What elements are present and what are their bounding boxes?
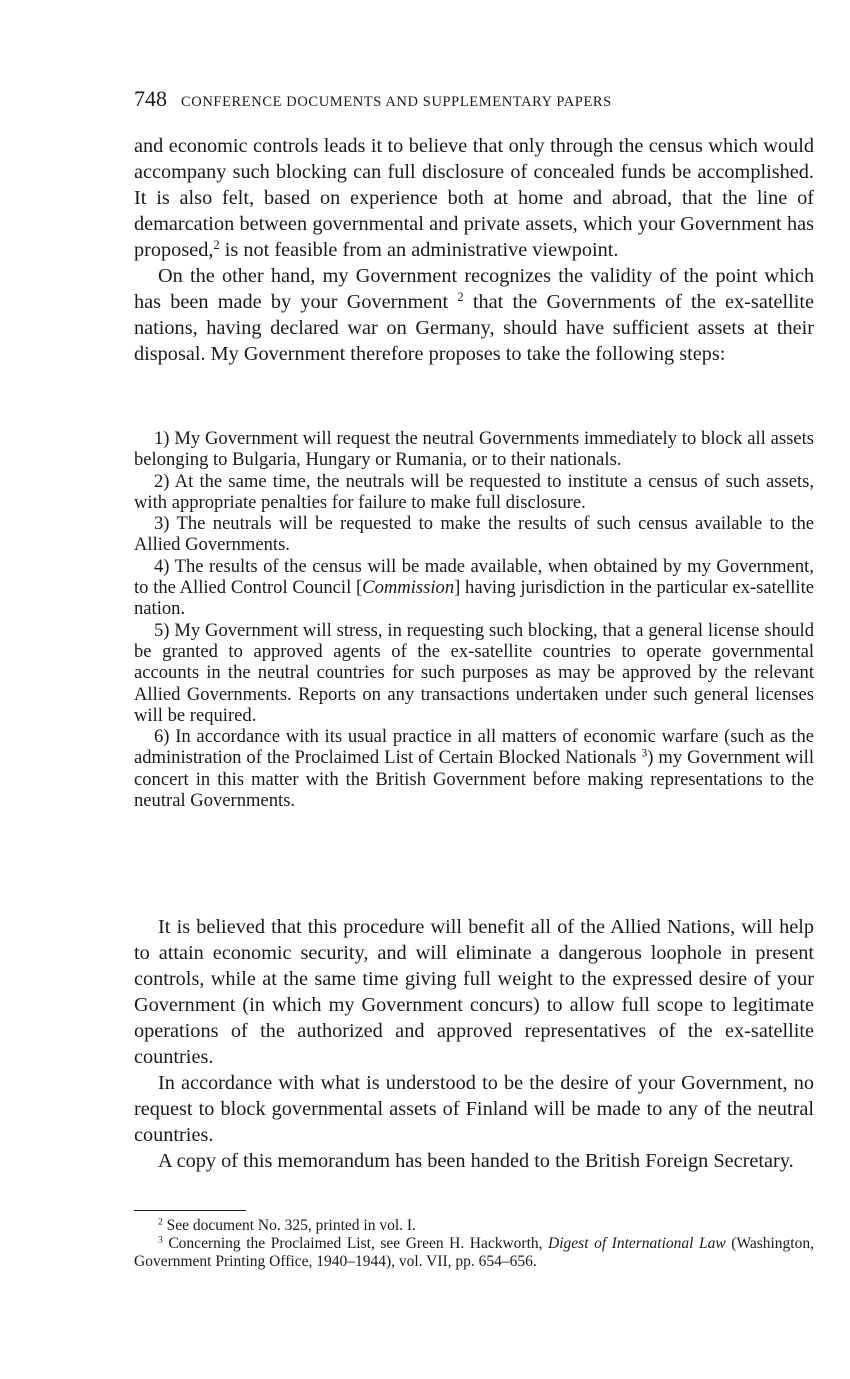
paragraph-4: In accordance with what is understood to be the desire of your Government, no request to block governmental assets of Finland will be made to any of the neutral countries. — [134, 1072, 814, 1146]
page-header — [134, 86, 814, 112]
footnote-2: $^2$ See document No. 325, printed in vol. I. — [158, 1216, 416, 1234]
footnotes — [134, 1217, 814, 1271]
paragraph-5: A copy of this memorandum has been handed to the British Foreign Secretary. — [158, 1150, 794, 1172]
footnote-ref: 2 — [213, 238, 220, 253]
paragraph-2: On the other hand, my Government recognizes the validity of the point which has been made by your Government $^2$ that the Governments of the ex-satellite nations, having declared war on Germany, should have sufficient assets at their disposal. My Government therefore proposes to take the following steps: — [134, 265, 814, 365]
footnote-mark: 3 — [158, 1234, 163, 1246]
step-5: 5) My Government will stress, in requesting such blocking, that a general license should be granted to approved agents of the ex-satellite countries to operate governmental accounts in the neutral countries for such purposes as may be approved by the relevant Allied Governments. Reports on any transactions undertaken under such general licenses will be required. — [134, 619, 814, 726]
step-4: 4) The results of the census will be made available, when obtained by my Government, to the Allied Control Council [Commission] having jurisdiction in the particular ex-satellite nation. — [134, 555, 814, 620]
footnote-ref: 2 — [457, 290, 464, 305]
closing-paragraphs — [134, 914, 814, 1174]
steps-list — [134, 428, 814, 811]
opening-paragraphs — [134, 133, 814, 367]
footnote-divider — [134, 1210, 246, 1211]
paragraph-1: and economic controls leads it to believe that only through the census which would accompany such blocking can full disclosure of concealed funds be accomplished. It is also felt, based on experience both at home and abroad, that the line of demarcation between governmental and private assets, which your Government has proposed,$^2$ is not feasible from an administrative viewpoint. — [134, 135, 814, 261]
footnote-mark: 2 — [158, 1216, 163, 1228]
step-6: 6) In accordance with its usual practice in all matters of economic warfare (such as the administration of the Proclaimed List of Certain Blocked Nationals $^3$) my Government will concert in this matter with the British Government before making representations to the neutral Governments. — [134, 726, 814, 812]
step-2: 2) At the same time, the neutrals will be requested to institute a census of such assets, with appropriate penalties for failure to make full disclosure. — [134, 470, 814, 513]
paragraph-3: It is believed that this procedure will benefit all of the Allied Nations, will help to attain economic security, and will eliminate a dangerous loophole in present controls, while at the same time giving full weight to the expressed desire of your Government (in which my Government concurs) to allow full scope to legitimate operations of the authorized and approved representatives of the ex-satellite countries. — [134, 916, 814, 1068]
running-head: CONFERENCE DOCUMENTS AND SUPPLEMENTARY PAPERS — [181, 94, 612, 110]
footnote-ref: 3 — [641, 748, 648, 761]
step-3: 3) The neutrals will be requested to make the results of such census available to the Allied Governments. — [134, 513, 814, 556]
footnote-3: $^3$ Concerning the Proclaimed List, see Green H. Hackworth, Digest of International Law (Washington, Government Printing Office, 1940–1944), vol. VII, pp. 654–656. — [134, 1234, 814, 1270]
step-1: 1) My Government will request the neutral Governments immediately to block all assets belonging to Bulgaria, Hungary or Rumania, or to their nationals. — [134, 428, 814, 471]
page-number: 748 — [134, 86, 167, 111]
